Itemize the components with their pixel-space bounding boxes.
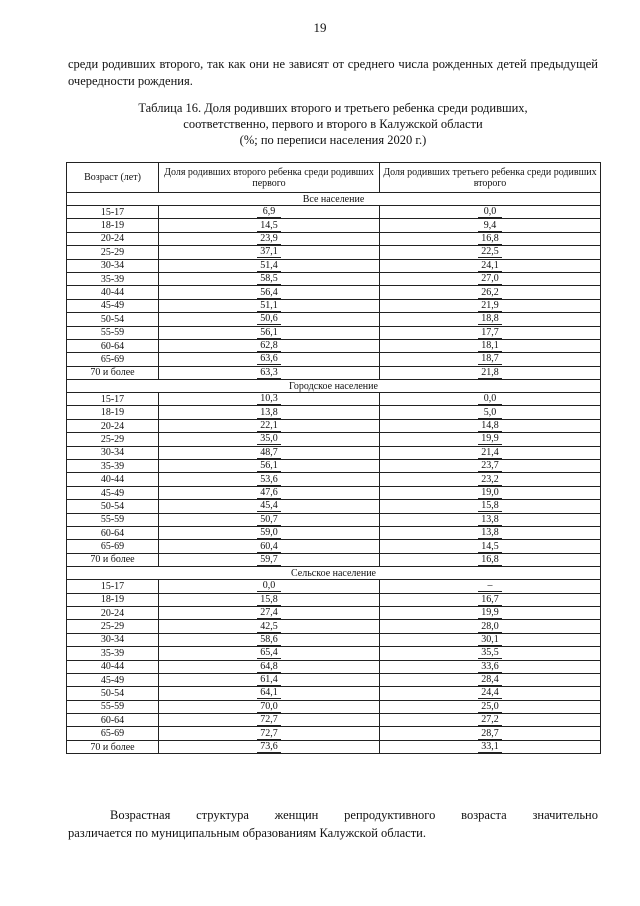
cell-value: 5,0 (478, 408, 502, 419)
cell-value: 23,9 (257, 234, 281, 245)
third-child-share-cell (380, 460, 601, 473)
cell-value: 70,0 (257, 702, 281, 713)
second-child-share-cell (159, 687, 380, 700)
third-child-share-cell (380, 232, 601, 245)
age-cell: 18-19 (67, 406, 159, 419)
table-row (67, 313, 601, 326)
table-row (67, 460, 601, 473)
closing-paragraph (68, 806, 598, 842)
age-cell: 25-29 (67, 620, 159, 633)
cell-value: 56,4 (257, 288, 281, 299)
age-cell: 65-69 (67, 727, 159, 740)
cell-value: 64,8 (257, 662, 281, 673)
second-child-share-cell (159, 580, 380, 593)
table-row (67, 553, 601, 566)
age-cell: 50-54 (67, 313, 159, 326)
third-child-share-cell (380, 486, 601, 499)
age-cell: 65-69 (67, 353, 159, 366)
second-child-share-cell (159, 446, 380, 459)
age-cell: 40-44 (67, 286, 159, 299)
closing-line-1: Возрастная структура женщин репродуктивного возраста значительно (110, 808, 598, 822)
section-row (67, 193, 601, 206)
second-child-share-cell (159, 660, 380, 673)
age-cell: 45-49 (67, 486, 159, 499)
third-child-share-cell (380, 673, 601, 686)
table-caption (68, 100, 598, 148)
third-child-share-cell (380, 259, 601, 272)
statistics-table (66, 162, 601, 754)
age-cell: 18-19 (67, 219, 159, 232)
cell-value: 53,6 (257, 475, 281, 486)
third-child-share-cell (380, 339, 601, 352)
cell-value: 58,5 (257, 274, 281, 285)
table-row (67, 473, 601, 486)
third-child-share-cell (380, 633, 601, 646)
second-child-share-cell (159, 633, 380, 646)
cell-value: 15,8 (478, 501, 502, 512)
age-cell: 55-59 (67, 700, 159, 713)
cell-value: 73,6 (257, 742, 281, 753)
caption-line-3: (%; по переписи населения 2020 г.) (239, 133, 427, 147)
caption-line-2: соответственно, первого и второго в Калужской области (183, 117, 483, 131)
cell-value: 13,8 (257, 408, 281, 419)
cell-value: 35,0 (257, 434, 281, 445)
cell-value: 19,9 (478, 434, 502, 445)
third-child-share-cell (380, 433, 601, 446)
age-cell: 25-29 (67, 246, 159, 259)
cell-value: 14,5 (478, 542, 502, 553)
section-row (67, 567, 601, 580)
cell-value: 72,7 (257, 715, 281, 726)
cell-value: 18,8 (478, 314, 502, 325)
second-child-share-cell (159, 727, 380, 740)
second-child-share-cell (159, 272, 380, 285)
cell-value: 19,0 (478, 488, 502, 499)
page-number: 19 (313, 20, 327, 35)
second-child-share-cell (159, 232, 380, 245)
third-child-share-cell (380, 419, 601, 432)
cell-value: 56,1 (257, 461, 281, 472)
second-child-share-cell (159, 339, 380, 352)
third-child-share-cell (380, 353, 601, 366)
age-cell: 55-59 (67, 326, 159, 339)
cell-value: 72,7 (257, 729, 281, 740)
age-cell: 15-17 (67, 206, 159, 219)
cell-value: 9,4 (478, 221, 502, 232)
cell-value: 16,8 (478, 555, 502, 566)
cell-value: 24,1 (478, 261, 502, 272)
cell-value: 37,1 (257, 247, 281, 258)
second-child-share-cell (159, 299, 380, 312)
age-cell: 55-59 (67, 513, 159, 526)
age-cell: 15-17 (67, 393, 159, 406)
cell-value: 16,7 (478, 595, 502, 606)
table-row (67, 366, 601, 379)
third-child-share-cell (380, 219, 601, 232)
third-child-share-cell (380, 299, 601, 312)
second-child-share-cell (159, 419, 380, 432)
age-cell: 45-49 (67, 673, 159, 686)
third-child-share-cell (380, 727, 601, 740)
age-cell: 18-19 (67, 593, 159, 606)
third-child-share-cell (380, 206, 601, 219)
cell-value: 50,6 (257, 314, 281, 325)
age-cell: 20-24 (67, 419, 159, 432)
cell-value: 45,4 (257, 501, 281, 512)
table-row (67, 272, 601, 285)
cell-value: 0,0 (478, 207, 502, 218)
third-child-share-cell (380, 620, 601, 633)
cell-value: 62,8 (257, 341, 281, 352)
age-cell: 60-64 (67, 526, 159, 539)
cell-value: 22,5 (478, 247, 502, 258)
second-child-share-cell (159, 606, 380, 619)
table-row (67, 687, 601, 700)
cell-value: 13,8 (478, 515, 502, 526)
cell-value: 33,1 (478, 742, 502, 753)
table-row (67, 353, 601, 366)
table-row (67, 232, 601, 245)
second-child-share-cell (159, 526, 380, 539)
cell-value: 65,4 (257, 648, 281, 659)
third-child-share-cell (380, 606, 601, 619)
table-row (67, 446, 601, 459)
age-cell: 25-29 (67, 433, 159, 446)
cell-value: 15,8 (257, 595, 281, 606)
table-row (67, 727, 601, 740)
third-child-share-cell (380, 406, 601, 419)
third-child-share-cell (380, 326, 601, 339)
table-row (67, 500, 601, 513)
third-child-share-cell (380, 553, 601, 566)
cell-value: 27,2 (478, 715, 502, 726)
cell-value: 50,7 (257, 515, 281, 526)
age-cell: 30-34 (67, 633, 159, 646)
cell-value: 24,4 (478, 688, 502, 699)
section-title: Все население (67, 193, 601, 206)
third-child-share-cell (380, 313, 601, 326)
age-cell: 35-39 (67, 272, 159, 285)
second-child-share-cell (159, 553, 380, 566)
table-header-row (67, 163, 601, 193)
cell-value: 28,0 (478, 622, 502, 633)
age-cell: 20-24 (67, 606, 159, 619)
table-row (67, 540, 601, 553)
age-cell: 20-24 (67, 232, 159, 245)
third-child-share-cell (380, 740, 601, 753)
cell-value: 16,8 (478, 234, 502, 245)
cell-value: 13,8 (478, 528, 502, 539)
cell-value: 33,6 (478, 662, 502, 673)
third-child-share-cell (380, 687, 601, 700)
age-cell: 35-39 (67, 460, 159, 473)
third-child-share-cell (380, 714, 601, 727)
cell-value: 14,5 (257, 221, 281, 232)
second-child-share-cell (159, 406, 380, 419)
age-cell: 65-69 (67, 540, 159, 553)
age-cell: 15-17 (67, 580, 159, 593)
cell-value: 61,4 (257, 675, 281, 686)
second-child-share-cell (159, 460, 380, 473)
cell-value: 48,7 (257, 448, 281, 459)
age-cell: 45-49 (67, 299, 159, 312)
table-row (67, 714, 601, 727)
cell-value: 63,6 (257, 354, 281, 365)
cell-value: 59,0 (257, 528, 281, 539)
cell-value: 0,0 (478, 394, 502, 405)
third-child-share-cell (380, 647, 601, 660)
caption-line-1: Таблица 16. Доля родивших второго и третьего ребенка среди родивших, (138, 101, 528, 115)
second-child-share-cell (159, 313, 380, 326)
second-child-share-cell (159, 593, 380, 606)
cell-value: 28,7 (478, 729, 502, 740)
cell-value: 0,0 (257, 581, 281, 592)
cell-value: 56,1 (257, 328, 281, 339)
third-child-share-cell (380, 446, 601, 459)
third-child-share-cell (380, 526, 601, 539)
age-cell: 30-34 (67, 446, 159, 459)
third-child-share-cell (380, 660, 601, 673)
third-child-share-cell (380, 393, 601, 406)
closing-line-2: различается по муниципальным образованиям Калужской области. (68, 826, 426, 840)
second-child-share-cell (159, 740, 380, 753)
cell-value: 21,9 (478, 301, 502, 312)
table-row (67, 259, 601, 272)
table-row (67, 406, 601, 419)
section-title: Сельское население (67, 567, 601, 580)
age-cell: 35-39 (67, 647, 159, 660)
second-child-share-cell (159, 286, 380, 299)
table-row (67, 393, 601, 406)
third-child-share-cell (380, 540, 601, 553)
header-second-child: Доля родивших второго ребенка среди родивших первого (159, 163, 380, 193)
cell-value: 47,6 (257, 488, 281, 499)
table-row (67, 673, 601, 686)
table-row (67, 660, 601, 673)
table-row (67, 606, 601, 619)
second-child-share-cell (159, 673, 380, 686)
third-child-share-cell (380, 580, 601, 593)
cell-value: 42,5 (257, 622, 281, 633)
cell-value: 23,2 (478, 475, 502, 486)
cell-value: 27,4 (257, 608, 281, 619)
cell-value: 28,4 (478, 675, 502, 686)
cell-value: 58,6 (257, 635, 281, 646)
cell-value: 21,4 (478, 448, 502, 459)
second-child-share-cell (159, 540, 380, 553)
table-row (67, 526, 601, 539)
table-row (67, 326, 601, 339)
age-cell: 50-54 (67, 687, 159, 700)
header-age: Возраст (лет) (67, 163, 159, 193)
second-child-share-cell (159, 246, 380, 259)
cell-value: 19,9 (478, 608, 502, 619)
table-body (67, 193, 601, 754)
table-row (67, 486, 601, 499)
table-row (67, 419, 601, 432)
age-cell: 40-44 (67, 660, 159, 673)
table-row (67, 433, 601, 446)
table-row (67, 339, 601, 352)
cell-value: 51,1 (257, 301, 281, 312)
cell-value: 17,7 (478, 328, 502, 339)
third-child-share-cell (380, 473, 601, 486)
age-cell: 30-34 (67, 259, 159, 272)
age-cell: 60-64 (67, 714, 159, 727)
cell-value: 21,8 (478, 368, 502, 379)
second-child-share-cell (159, 700, 380, 713)
table-row (67, 513, 601, 526)
second-child-share-cell (159, 326, 380, 339)
intro-paragraph: среди родивших второго, так как они не зависят от среднего числа рожденных детей предыдущей очередности рождения. (68, 57, 598, 88)
third-child-share-cell (380, 700, 601, 713)
cell-value: 18,7 (478, 354, 502, 365)
age-cell: 50-54 (67, 500, 159, 513)
age-cell: 60-64 (67, 339, 159, 352)
age-cell: 70 и более (67, 740, 159, 753)
table-row (67, 740, 601, 753)
age-cell: 40-44 (67, 473, 159, 486)
table-row (67, 299, 601, 312)
second-child-share-cell (159, 486, 380, 499)
cell-value: 18,1 (478, 341, 502, 352)
table-row (67, 286, 601, 299)
table-row (67, 206, 601, 219)
cell-value: 64,1 (257, 688, 281, 699)
cell-value: 14,8 (478, 421, 502, 432)
second-child-share-cell (159, 433, 380, 446)
table-row (67, 219, 601, 232)
cell-value: 22,1 (257, 421, 281, 432)
table-row (67, 246, 601, 259)
cell-value: 51,4 (257, 261, 281, 272)
table-row (67, 580, 601, 593)
table-row (67, 633, 601, 646)
second-child-share-cell (159, 500, 380, 513)
third-child-share-cell (380, 272, 601, 285)
table-row (67, 700, 601, 713)
section-title: Городское население (67, 380, 601, 393)
section-row (67, 380, 601, 393)
age-cell: 70 и более (67, 553, 159, 566)
cell-value: 26,2 (478, 288, 502, 299)
cell-value: 25,0 (478, 702, 502, 713)
second-child-share-cell (159, 219, 380, 232)
cell-value: 6,9 (257, 207, 281, 218)
cell-value: 23,7 (478, 461, 502, 472)
header-third-child: Доля родивших третьего ребенка среди родивших второго (380, 163, 601, 193)
third-child-share-cell (380, 366, 601, 379)
second-child-share-cell (159, 353, 380, 366)
cell-value: 60,4 (257, 542, 281, 553)
second-child-share-cell (159, 513, 380, 526)
cell-value: 35,5 (478, 648, 502, 659)
second-child-share-cell (159, 473, 380, 486)
cell-value: 63,3 (257, 368, 281, 379)
second-child-share-cell (159, 647, 380, 660)
third-child-share-cell (380, 593, 601, 606)
third-child-share-cell (380, 286, 601, 299)
third-child-share-cell (380, 246, 601, 259)
second-child-share-cell (159, 620, 380, 633)
table-row (67, 593, 601, 606)
age-cell: 70 и более (67, 366, 159, 379)
table-row (67, 620, 601, 633)
cell-value: 30,1 (478, 635, 502, 646)
second-child-share-cell (159, 206, 380, 219)
third-child-share-cell (380, 513, 601, 526)
second-child-share-cell (159, 714, 380, 727)
cell-value: – (478, 581, 502, 592)
second-child-share-cell (159, 366, 380, 379)
second-child-share-cell (159, 393, 380, 406)
cell-value: 27,0 (478, 274, 502, 285)
cell-value: 10,3 (257, 394, 281, 405)
cell-value: 59,7 (257, 555, 281, 566)
second-child-share-cell (159, 259, 380, 272)
third-child-share-cell (380, 500, 601, 513)
table-row (67, 647, 601, 660)
